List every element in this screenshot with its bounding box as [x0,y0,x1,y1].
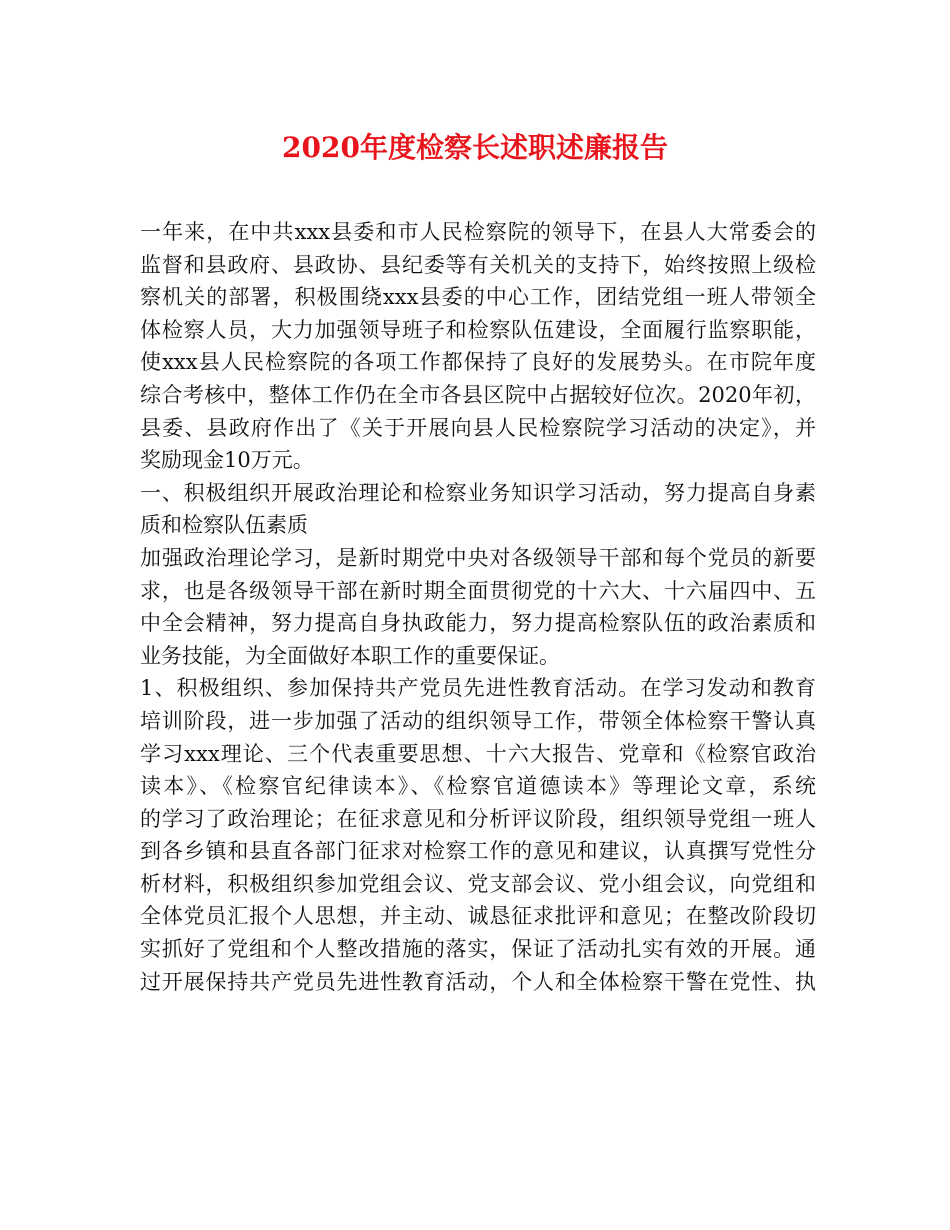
body-line: 中全会精神，努力提高自身执政能力，努力提高检察队伍的政治素质和 [140,611,816,636]
body-line: 到各乡镇和县直各部门征求对检察工作的意见和建议，认真撰写党性分 [140,839,816,864]
body-line: 奖励现金10万元。 [140,448,314,473]
body-line: 业务技能，为全面做好本职工作的重要保证。 [140,643,560,668]
body-line: 求，也是各级领导干部在新时期全面贯彻党的十六大、十六届四中、五 [140,578,816,603]
body-line: 县委、县政府作出了《关于开展向县人民检察院学习活动的决定》，并 [140,415,816,440]
body-line: 读本》、《检察官纪律读本》、《检察官道德读本》等理论文章，系统 [140,774,816,799]
body-line: 1、积极组织、参加保持共产党员先进性教育活动。在学习发动和教育 [140,676,816,701]
body-line: 学习xxx理论、三个代表重要思想、十六大报告、党章和《检察官政治 [140,741,816,766]
body-line: 过开展保持共产党员先进性教育活动，个人和全体检察干警在党性、执 [140,969,816,994]
body-line: 一年来，在中共xxx县委和市人民检察院的领导下，在县人大常委会的 [140,220,816,244]
document-body [140,216,816,998]
body-line: 综合考核中，整体工作仍在全市各县区院中占据较好位次。2020年初， [140,382,816,407]
body-line: 使xxx县人民检察院的各项工作都保持了良好的发展势头。在市院年度 [140,350,816,375]
body-line: 加强政治理论学习，是新时期党中央对各级领导干部和每个党员的新要 [140,545,816,570]
body-line: 一、积极组织开展政治理论和检察业务知识学习活动，努力提高自身素 [140,480,816,505]
body-line: 质和检察队伍素质 [140,513,308,538]
body-line: 的学习了政治理论；在征求意见和分析评议阶段，组织领导党组一班人 [140,806,816,831]
body-line: 实抓好了党组和个人整改措施的落实，保证了活动扎实有效的开展。通 [140,937,816,962]
body-line: 体检察人员，大力加强领导班子和检察队伍建设，全面履行监察职能， [140,317,816,342]
document-title: 2020年度检察长述职述廉报告 [282,131,668,164]
body-line: 培训阶段，进一步加强了活动的组织领导工作，带领全体检察干警认真 [140,708,816,733]
body-line: 察机关的部署，积极围绕xxx县委的中心工作，团结党组一班人带领全 [140,285,816,310]
body-line: 监督和县政府、县政协、县纪委等有关机关的支持下，始终按照上级检 [140,252,816,277]
body-line: 析材料，积极组织参加党组会议、党支部会议、党小组会议，向党组和 [140,871,816,896]
body-line: 全体党员汇报个人思想，并主动、诚恳征求批评和意见；在整改阶段切 [140,904,816,929]
